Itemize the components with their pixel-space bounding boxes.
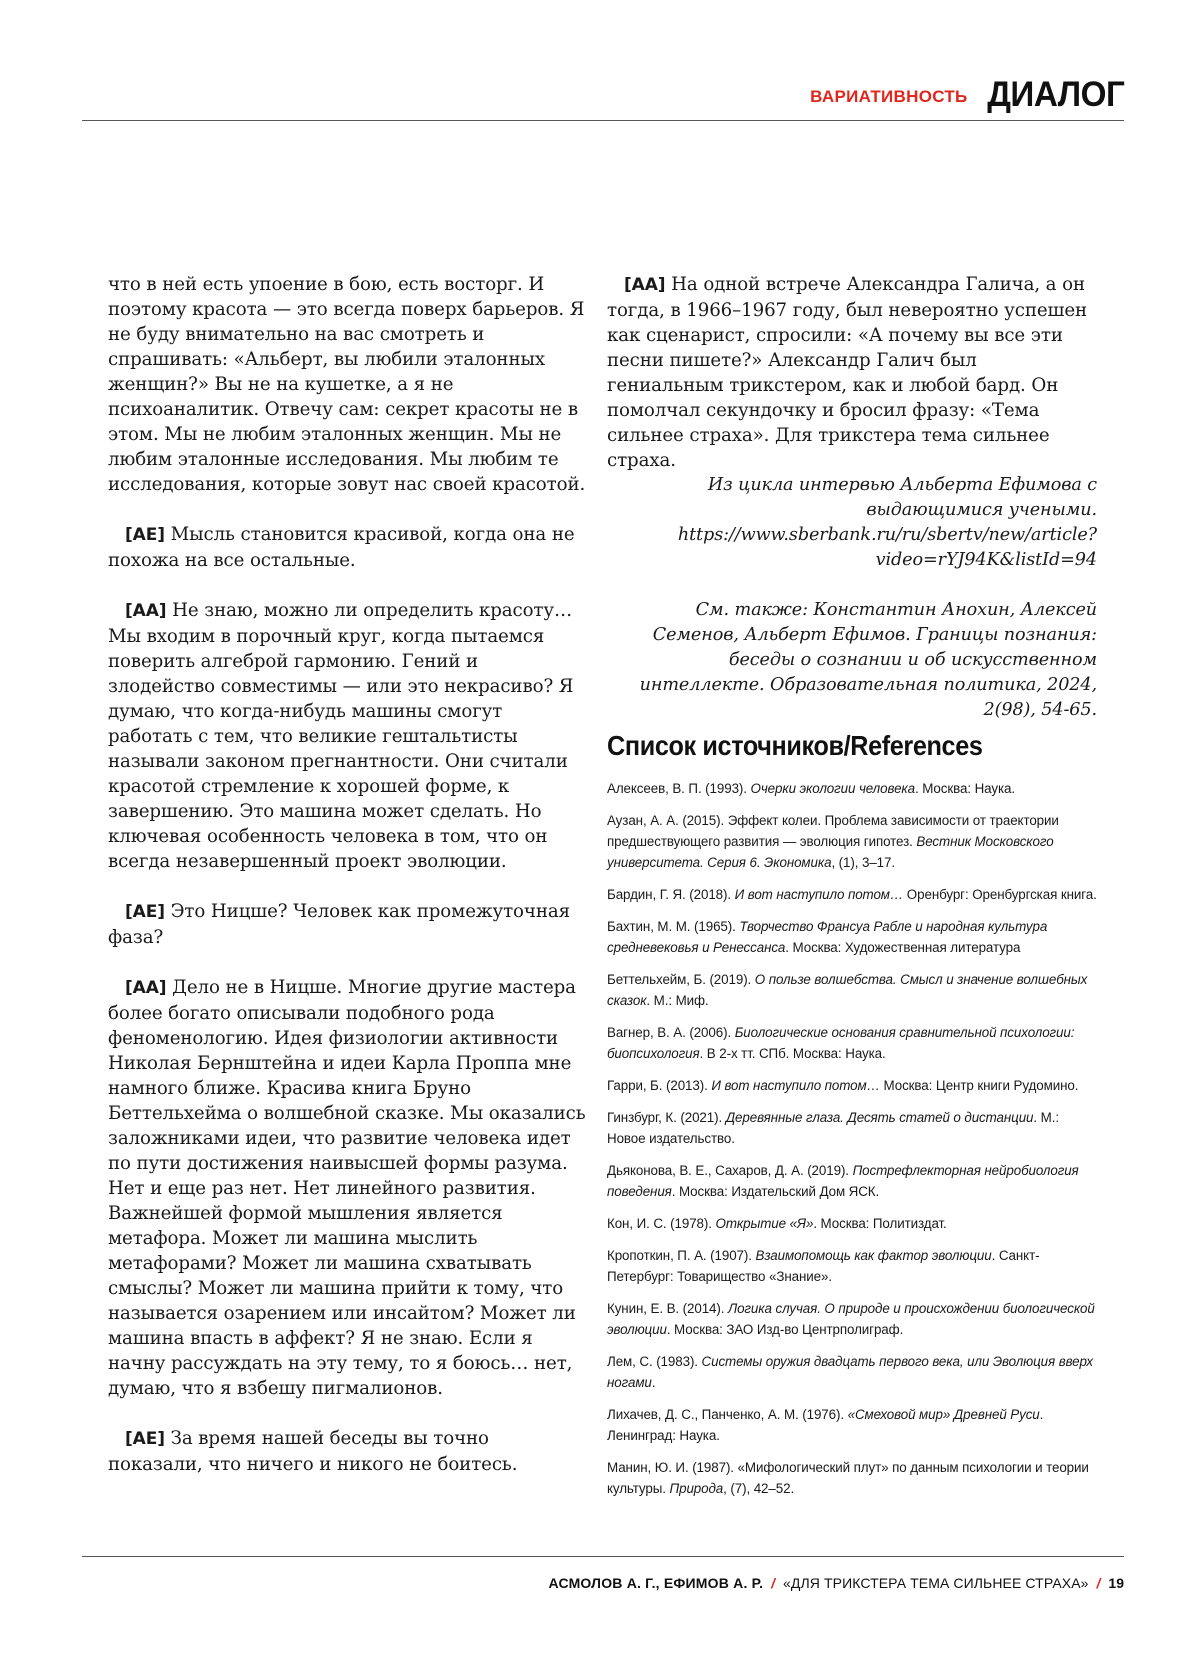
paragraph [108, 522, 588, 573]
reference-title: Очерки экологии человека [751, 781, 915, 796]
reference-part: Беттельхейм, Б. (2019). [607, 972, 755, 987]
interview-source: Из цикла интервью Альберта Ефимова с выдающимися учеными. https://www.sberbank.ru/ru/sbertv/new/article?video=rYJ94K&listId=94 [607, 473, 1097, 573]
reference-part: . Санкт-Петербург: Товарищество «Знание». [607, 1248, 1039, 1284]
reference-title: Пострефлекторная нейробиология поведения [607, 1163, 1079, 1199]
reference-part: . Москва: Издательский Дом ЯСК. [672, 1184, 879, 1199]
reference-part: Бардин, Г. Я. (2018). [607, 887, 735, 902]
reference-item [607, 1107, 1097, 1149]
speaker-tag: [AE] [125, 1429, 165, 1449]
running-footer [82, 1556, 1124, 1557]
reference-title: О пользе волшебства. Смысл и значение волшебных сказок [607, 972, 1087, 1008]
page-number: 19 [1108, 1575, 1124, 1591]
reference-item [607, 1457, 1097, 1499]
reference-title: Биологические основания сравнительной психологии: биопсихология [607, 1025, 1074, 1061]
reference-part: Кон, И. С. (1978). [607, 1216, 716, 1231]
reference-item [607, 884, 1097, 905]
reference-part: Дьяконова, В. Е., Сахаров, Д. А. (2019). [607, 1163, 853, 1178]
reference-part: Кропоткин, П. А. (1907). [607, 1248, 756, 1263]
paragraph [108, 975, 588, 1401]
reference-part: . Москва: ЗАО Изд-во Центрполиграф. [667, 1322, 903, 1337]
reference-part: . Москва: Наука. [915, 781, 1015, 796]
reference-part: . Ленинград: Наука. [607, 1407, 1043, 1443]
reference-part: Кунин, Е. В. (2014). [607, 1301, 728, 1316]
paragraph [108, 899, 588, 950]
reference-part: Лем, С. (1983). [607, 1354, 702, 1369]
reference-title: Открытие «Я» [716, 1216, 814, 1231]
left-column [108, 272, 588, 1477]
reference-title: Взаимопомощь как фактор эволюции [756, 1248, 992, 1263]
see-also-note: См. также: Константин Анохин, Алексей Семенов, Альберт Ефимов. Границы познания: беседы о сознании и об искусственном интеллекте. Образовательная политика, 2024, 2(98), 54-65. [607, 598, 1097, 723]
reference-part: . [652, 1375, 656, 1390]
reference-part: . М.: Миф. [646, 993, 708, 1008]
reference-title: Вестник Московского университета. Серия 6. Экономика [607, 834, 1054, 870]
reference-part: . Москва: Художественная литература [785, 940, 1020, 955]
reference-part: , (1), 3–17. [831, 855, 895, 870]
speaker-tag: [AA] [125, 978, 166, 998]
paragraph-text: За время нашей беседы вы точно показали, что ничего и никого не боитесь. [108, 1428, 517, 1475]
speaker-tag: [AE] [125, 525, 165, 545]
reference-item [607, 1404, 1097, 1446]
reference-part: Вагнер, В. А. (2006). [607, 1025, 735, 1040]
reference-title: Деревянные глаза. Десять статей о дистанции [726, 1110, 1034, 1125]
reference-item [607, 1298, 1097, 1340]
right-column [607, 272, 1097, 723]
reference-item [607, 1351, 1097, 1393]
paragraph-text: что в ней есть упоение в бою, есть восторг. И поэтому красота — это всегда поверх барьеров. Я не буду внимательно на вас смотреть и спрашивать: «Альберт, вы любили эталонных женщин?» Вы не на кушетке, а я не психоаналитик. Отвечу сам: секрет красоты не в этом. Мы не любим эталонных женщин. Мы не любим эталонные исследования. Мы любим те исследования, которые зовут нас своей красотой. [108, 274, 585, 495]
section-label: ВАРИАТИВНОСТЬ [810, 87, 967, 107]
reference-title: Системы оружия двадцать первого века, или Эволюция вверх ногами [607, 1354, 1093, 1390]
paragraph-text: Не знаю, можно ли определить красоту… Мы входим в порочный круг, когда пытаемся поверить алгеброй гармонию. Гений и злодейство совместимы — или это некрасиво? Я думаю, что когда-нибудь машины смогут работать с тем, что великие гештальтисты называли законом прегнантности. Они считали красотой стремление к хорошей форме, к завершению. Это машина может сделать. Но ключевая особенность человека в том, что он всегда незавершенный проект эволюции. [108, 600, 573, 872]
reference-part: Оренбург: Оренбургская книга. [903, 887, 1097, 902]
paragraph-text: Это Ницше? Человек как промежуточная фаза? [108, 901, 570, 948]
paragraph [108, 272, 588, 497]
paragraph-text: Мысль становится красивой, когда она не похожа на все остальные. [108, 524, 575, 571]
reference-part: Москва: Центр книги Рудомино. [880, 1078, 1078, 1093]
reference-part: . В 2-х тт. СПб. Москва: Наука. [700, 1046, 886, 1061]
references-list [607, 778, 1097, 1510]
footer-separator: / [771, 1575, 775, 1591]
footer-line [548, 1575, 1124, 1591]
reference-item [607, 1075, 1097, 1096]
reference-title: Логика случая. О природе и происхождении биологической эволюции [607, 1301, 1095, 1337]
reference-item [607, 1245, 1097, 1287]
reference-item [607, 1213, 1097, 1234]
reference-part: , (7), 42–52. [723, 1481, 794, 1496]
reference-part: . Москва: Политиздат. [813, 1216, 946, 1231]
footer-authors: АСМОЛОВ А. Г., ЕФИМОВ А. Р. [548, 1575, 763, 1591]
reference-item [607, 969, 1097, 1011]
speaker-tag: [AE] [125, 902, 165, 922]
reference-item [607, 1022, 1097, 1064]
references-heading: Список источников/References [607, 730, 983, 762]
reference-item [607, 1160, 1097, 1202]
reference-part: Алексеев, В. П. (1993). [607, 781, 751, 796]
reference-part: Гинзбург, К. (2021). [607, 1110, 726, 1125]
reference-title: И вот наступило потом… [711, 1078, 880, 1093]
footer-separator: / [1097, 1575, 1101, 1591]
reference-part: Аузан, А. А. (2015). Эффект колеи. Проблема зависимости от траектории предшествующего развития — эволюция гипотез. [607, 813, 1059, 849]
reference-part: . М.: Новое издательство. [607, 1110, 1059, 1146]
reference-item [607, 916, 1097, 958]
reference-title: И вот наступило потом… [735, 887, 904, 902]
paragraph [108, 598, 588, 874]
reference-part: Гарри, Б. (2013). [607, 1078, 711, 1093]
speaker-tag: [AA] [624, 275, 665, 295]
reference-part: Лихачев, Д. С., Панченко, А. М. (1976). [607, 1407, 848, 1422]
speaker-tag: [AA] [125, 601, 166, 621]
reference-title: «Смеховой мир» Древней Руси [848, 1407, 1040, 1422]
footer-article-title: «ДЛЯ ТРИКСТЕРА ТЕМА СИЛЬНЕЕ СТРАХА» [783, 1575, 1088, 1591]
paragraph [607, 272, 1097, 473]
reference-part: Бахтин, М. М. (1965). [607, 919, 739, 934]
reference-part: Манин, Ю. И. (1987). «Мифологический плут» по данным психологии и теории культуры. [607, 1460, 1089, 1496]
paragraph-text: Дело не в Ницше. Многие другие мастера более богато описывали подобного рода феноменологию. Идея физиологии активности Николая Бернштейна и идеи Карла Проппа мне намного ближе. Красива книга Бруно Беттельхейма о волшебной сказке. Мы оказались заложниками идеи, что развитие человека идет по пути достижения наивысшей формы разума. Нет и еще раз нет. Нет линейного развития. Важнейшей формой мышления является метафора. Может ли машина мыслить метафорами? Может ли машина схватывать смыслы? Может ли машина прийти к тому, что называется озарением или инсайтом? Может ли машина впасть в аффект? Я не знаю. Если я начну рассуждать на эту тему, то я боюсь… нет, думаю, что я взбешу пигмалионов. [108, 977, 586, 1399]
paragraph [108, 1426, 588, 1477]
reference-title: Творчество Франсуа Рабле и народная культура средневековья и Ренессанса [607, 919, 1047, 955]
journal-title: ДИАЛОГ [987, 75, 1124, 115]
paragraph-text: На одной встрече Александра Галича, а он тогда, в 1966–1967 году, был невероятно успешен как сценарист, спросили: «А почему вы все эти песни пишете?» Александр Галич был гениальным трикстером, как и любой бард. Он помолчал секундочку и бросил фразу: «Тема сильнее страха». Для трикстера тема сильнее страха. [607, 274, 1087, 471]
running-header [82, 68, 1124, 121]
reference-item [607, 778, 1097, 799]
reference-item [607, 810, 1097, 873]
reference-title: Природа [670, 1481, 724, 1496]
